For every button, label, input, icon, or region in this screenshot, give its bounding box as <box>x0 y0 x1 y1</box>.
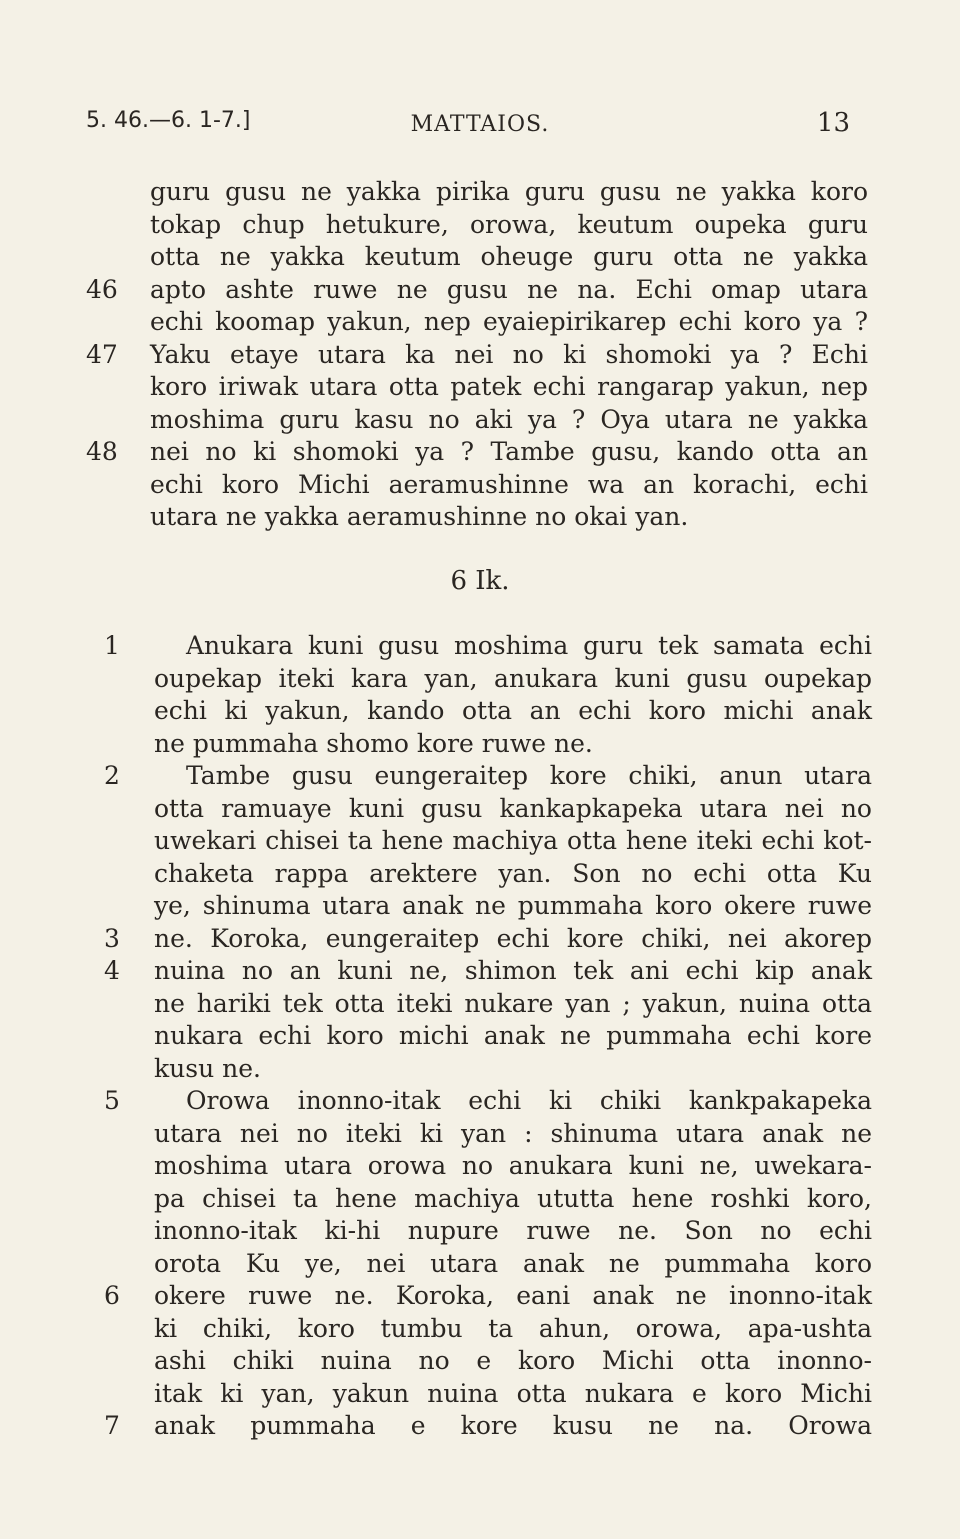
text-line: otta ramuaye kuni gusu kankapkapeka utara nei no <box>154 793 872 823</box>
text-line: uwekari chisei ta hene machiya otta hene iteki echi kot- <box>154 826 872 855</box>
verse-number: 5 <box>104 1086 120 1115</box>
text-line: okere ruwe ne. Koroka, eani anak ne inonno-itak <box>154 1281 872 1310</box>
text-line: pa chisei ta hene machiya ututta hene roshki koro, <box>154 1183 872 1213</box>
text-line: kusu ne. <box>154 1053 261 1083</box>
verse-number: 4 <box>104 956 120 985</box>
text-line: anak pummaha e kore kusu ne na. Orowa <box>154 1411 872 1440</box>
text-line: inonno-itak ki-hi nupure ruwe ne. Son no echi <box>154 1216 872 1245</box>
text-line: chaketa rappa arektere yan. Son no echi otta Ku <box>154 858 872 888</box>
verse-number: 48 <box>86 437 118 466</box>
text-line: koro iriwak utara otta patek echi rangarap yakun, nep <box>150 372 868 401</box>
book-title: MATTAIOS. <box>410 112 550 137</box>
text-line: Anukara kuni gusu moshima guru tek samata echi <box>186 631 872 660</box>
text-line: ye, shinuma utara anak ne pummaha koro okere ruwe <box>154 891 872 920</box>
chapter-heading: 6 Ik. <box>450 566 510 596</box>
text-line: echi ki yakun, kando otta an echi koro michi anak <box>154 696 872 725</box>
text-line: ne pummaha shomo kore ruwe ne. <box>154 728 593 758</box>
text-line: moshima utara orowa no anukara kuni ne, uwekara- <box>154 1151 872 1180</box>
text-line: itak ki yan, yakun nuina otta nukara e koro Michi <box>154 1378 872 1408</box>
text-line: otta ne yakka keutum oheuge guru otta ne yakka <box>150 242 868 271</box>
verse-number: 1 <box>104 631 120 660</box>
text-line: nukara echi koro michi anak ne pummaha echi kore <box>154 1021 872 1050</box>
text-line: oupekap iteki kara yan, anukara kuni gusu oupekap <box>154 663 872 693</box>
text-line: Orowa inonno-itak echi ki chiki kankpakapeka <box>186 1086 872 1115</box>
verse-number: 7 <box>104 1411 120 1440</box>
text-line: echi koro Michi aeramushinne wa an korachi, echi <box>150 469 868 499</box>
text-line: echi koomap yakun, nep eyaiepirikarep echi koro ya ? <box>150 307 868 336</box>
text-line: ne. Koroka, eungeraitep echi kore chiki, nei akorep <box>154 923 872 953</box>
page-number: 13 <box>816 108 850 138</box>
text-line: utara ne yakka aeramushinne no okai yan. <box>150 502 689 531</box>
verse-number: 3 <box>104 923 120 953</box>
text-line: ne hariki tek otta iteki nukare yan ; yakun, nuina otta <box>154 988 872 1018</box>
text-line: nuina no an kuni ne, shimon tek ani echi kip anak <box>154 956 872 985</box>
text-line: apto ashte ruwe ne gusu ne na. Echi omap utara <box>150 274 868 304</box>
text-line: nei no ki shomoki ya ? Tambe gusu, kando otta an <box>150 437 868 466</box>
verse-number: 47 <box>86 339 118 369</box>
text-line: tokap chup hetukure, orowa, keutum oupeka guru <box>150 209 868 239</box>
text-line: ashi chiki nuina no e koro Michi otta inonno- <box>154 1346 872 1375</box>
verse-number: 6 <box>104 1281 120 1310</box>
running-head <box>0 108 960 144</box>
verse-number: 46 <box>86 274 118 304</box>
text-line: Yaku etaye utara ka nei no ki shomoki ya ? Echi <box>150 339 868 369</box>
text-line: moshima guru kasu no aki ya ? Oya utara ne yakka <box>150 404 868 434</box>
text-line: Tambe gusu eungeraitep kore chiki, anun utara <box>186 761 872 790</box>
text-line: utara nei no iteki ki yan : shinuma utara anak ne <box>154 1118 872 1148</box>
text-line: ki chiki, koro tumbu ta ahun, orowa, apa-ushta <box>154 1313 872 1343</box>
verse-number: 2 <box>104 761 120 790</box>
text-line: guru gusu ne yakka pirika guru gusu ne yakka koro <box>150 177 868 206</box>
text-line: orota Ku ye, nei utara anak ne pummaha koro <box>154 1248 872 1278</box>
verse-range-reference: 5. 46.—6. 1-7.] <box>86 108 251 133</box>
